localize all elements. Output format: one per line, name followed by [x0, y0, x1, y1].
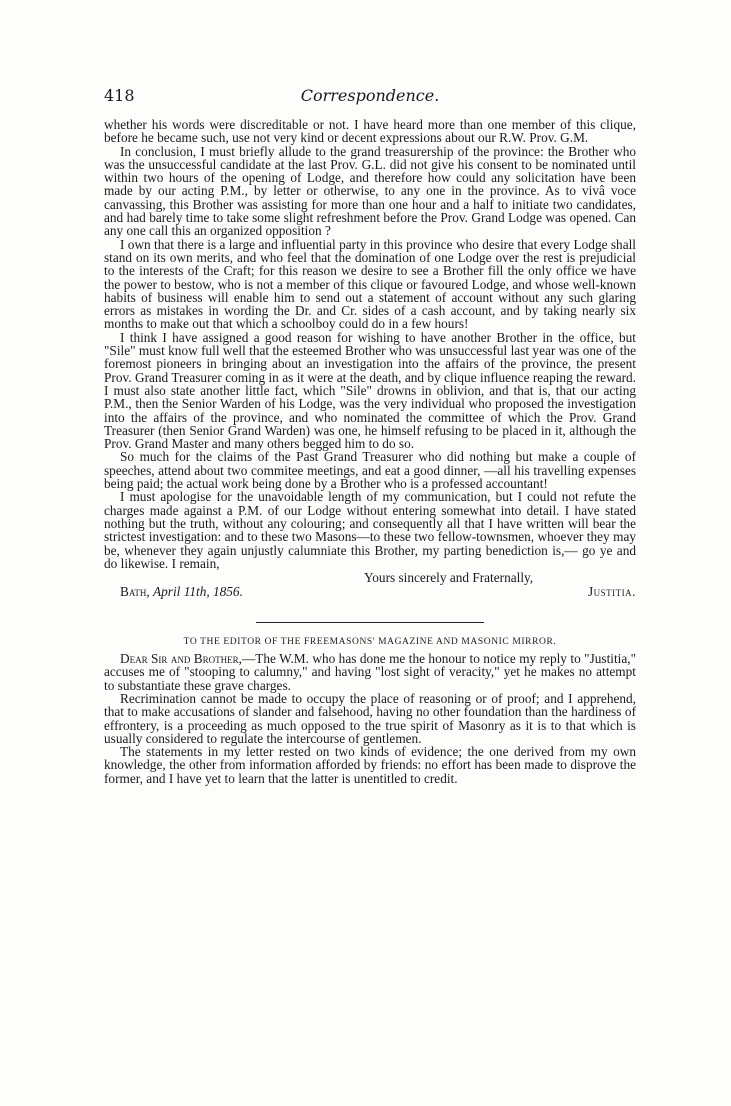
letter-reply — [104, 637, 636, 785]
closing-line: Yours sincerely and Fraternally, — [364, 570, 534, 586]
paragraph: whether his words were discreditable or not. I have heard more than one member of this clique, before he became such, use not very kind or decent expressions about our R.W. Prov. G.M. — [104, 117, 636, 146]
paragraph: The statements in my letter rested on two kinds of evidence; the one derived from my own knowledge, the other from information afforded by friends: no effort has been made to disprove the former, and I have yet to learn that the latter is unentitled to credit. — [104, 744, 636, 786]
paragraph-text: —The W.M. who has done me the honour to notice my reply to "Justitia," accuses me of "stooping to calumny," and having "lost sight of veracity," yet he makes no attempt to substantiate these grave charges. — [104, 651, 636, 693]
signature-row — [104, 585, 636, 601]
section-divider — [256, 622, 484, 623]
running-title: Correspondence. — [300, 86, 440, 105]
paragraph — [104, 652, 636, 692]
signature: Justitia. — [588, 584, 636, 600]
paragraph: So much for the claims of the Past Grand Treasurer who did nothing but make a couple of speeches, attend about two commitee meetings, and eat a good dinner, —all his travelling expenses being paid; the actual work being done by a Brother who is a professed accountant! — [104, 449, 636, 492]
paragraph: Recrimination cannot be made to occupy the place of reasoning or of proof; and I apprehend, that to make accusations of slander and falsehood, having no other foundation than the hardiness of effrontery, is a proceeding as much opposed to the true spirit of Masonry as it is to that which is usually considered to regulate the intercourse of gentlemen. — [104, 690, 636, 746]
paragraph: In conclusion, I must briefly allude to the grand treasurership of the province: the Brother who was the unsuccessful candidate at the last Prov. G.L. did not give his consent to be nominated until within two hours of the opening of Lodge, and therefore how could any solicitation have been made by our acting P.M., by letter or otherwise, to any one in the province. As to vivâ voce canvassing, this Brother was assisting for more than one hour and a half to initiate two candidates, and had barely time to take some slight refreshment before the Prov. Grand Lodge was opened. Can any one call this an organized opposition ? — [104, 143, 636, 239]
section-heading: TO THE EDITOR OF THE FREEMASONS' MAGAZINE AND MASONIC MIRROR. — [183, 637, 557, 648]
date: April 11th, 1856. — [153, 584, 243, 600]
letter-justitia — [104, 118, 636, 601]
dateline — [120, 585, 243, 599]
paragraph: I own that there is a large and influential party in this province who desire that every Lodge shall stand on its own merits, and who feel that the domination of one Lodge over the rest is prejudicial to the interests of the Craft; for this reason we desire to see a Brother fill the only office we have the power to bestow, who is not a member of this clique or favoured Lodge, and whose well-known habits of business will enable him to send out a statement of account without any such glaring errors as mistakes in wording the Dr. and Cr. sides of a cash account, and by taking nearly six months to make out that which a schoolboy could do in a few hours! — [104, 236, 636, 332]
page-number: 418 — [104, 86, 135, 105]
paragraph: I must apologise for the unavoidable length of my communication, but I could not refute the charges made against a P.M. of our Lodge without entering somewhat into detail. I have stated nothing but the truth, without any colouring; and consequently all that I have written will bear the strictest investigation: and to these two Masons—to these two fellow-townsmen, whoever they may be, whenever they again unjustly calumniate this Brother, my parting benediction is,— go ye and do likewise. I remain, — [104, 489, 636, 571]
salutation: Dear Sir and Brother, — [120, 651, 242, 667]
place: Bath, — [120, 584, 150, 600]
page — [104, 86, 636, 785]
paragraph: I think I have assigned a good reason for wishing to have another Brother in the office, but "Sile" must know full well that the esteemed Brother who was unsuccessful last year was one of the foremost pioneers in bringing about an investigation into the affairs of the province, the present Prov. Grand Treasurer coming in as it were at the death, and by clique influence reaping the reward. I must also state another little fact, which "Sile" drowns in oblivion, and that is, that our acting P.M., then the Senior Warden of his Lodge, was the very individual who proposed the investigation into the affairs of the province, and who nominated the committee of which the Prov. Grand Treasurer (then Senior Grand Warden) was one, he himself refusing to be placed in it, although the Prov. Grand Master and many others begged him to do so. — [104, 329, 636, 452]
page-header — [104, 86, 636, 110]
